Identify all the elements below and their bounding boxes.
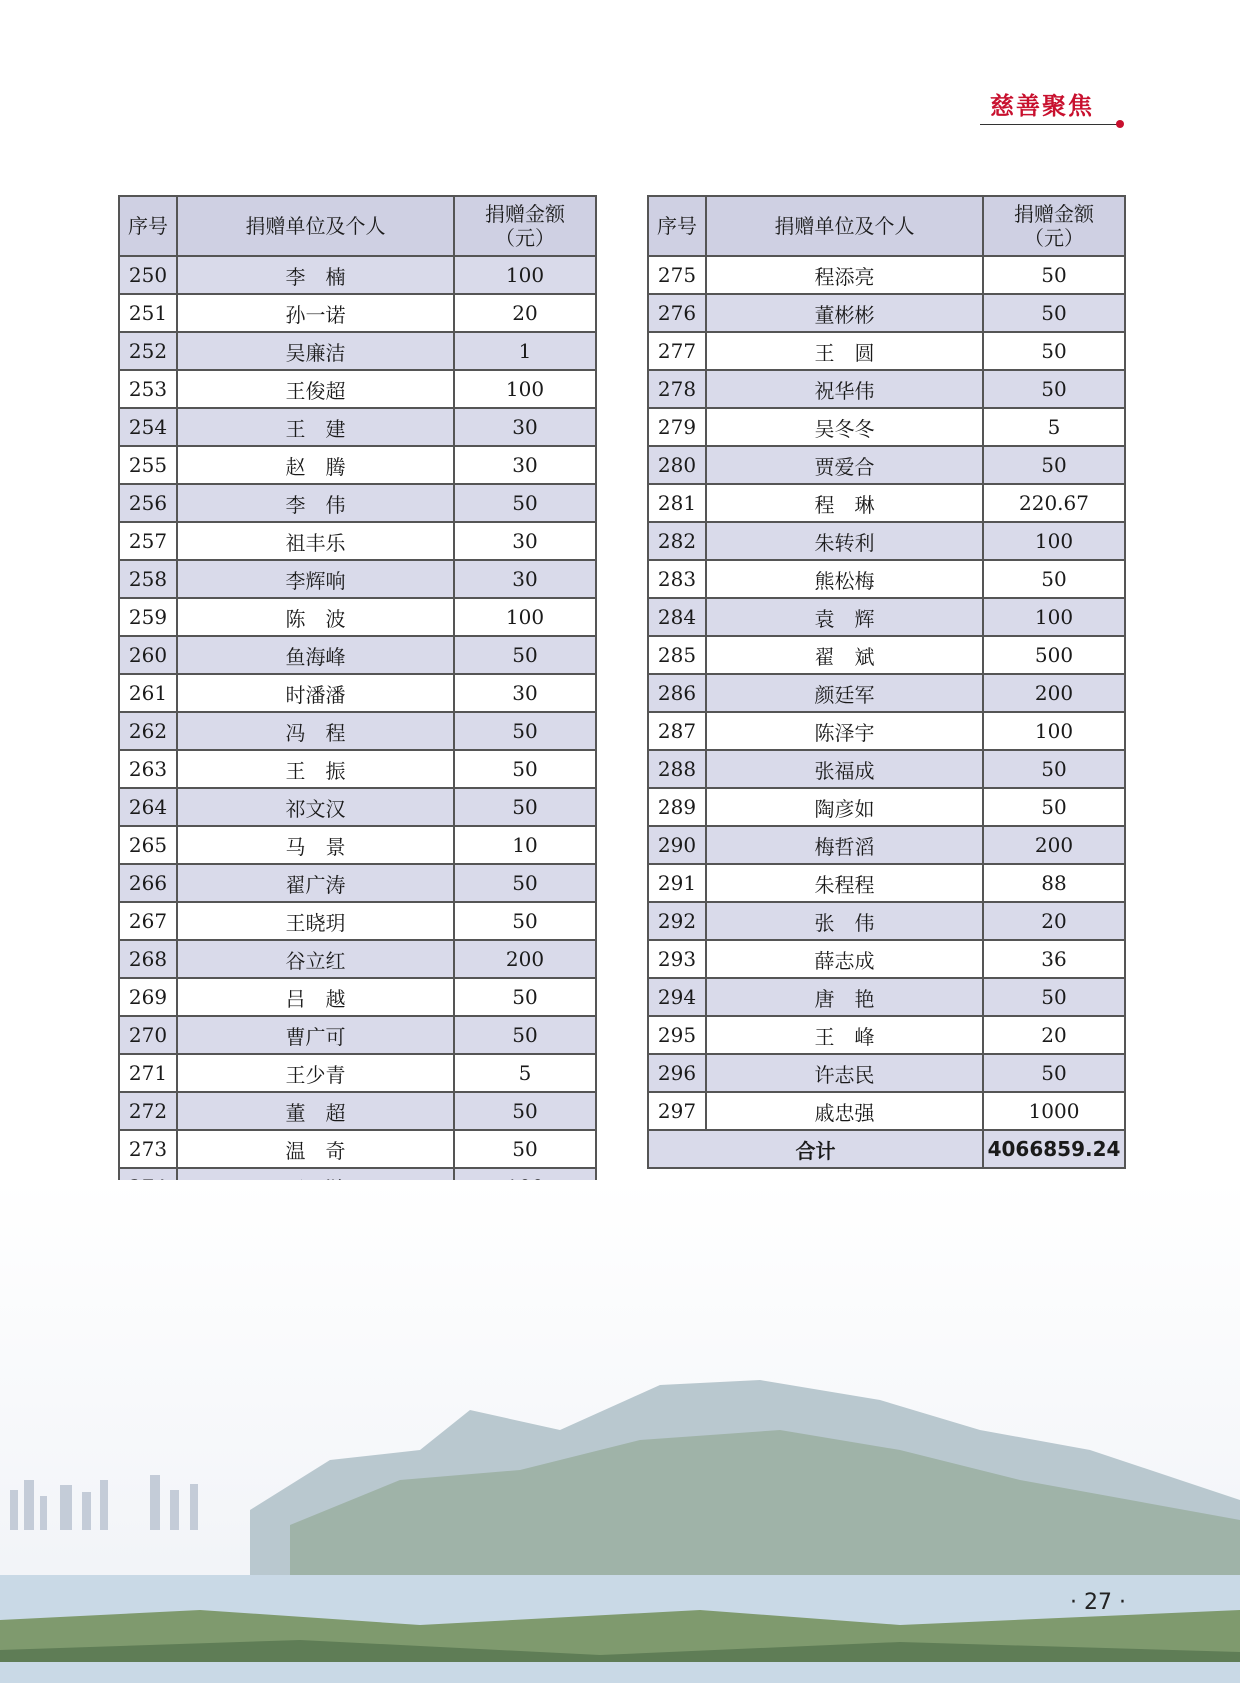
- table-row: [648, 598, 1125, 636]
- donor-name: 赵 腾: [177, 446, 454, 484]
- donation-amount: 50: [454, 1092, 596, 1130]
- row-number: 276: [648, 294, 706, 332]
- table-row: [648, 788, 1125, 826]
- row-number: 290: [648, 826, 706, 864]
- row-number: 278: [648, 370, 706, 408]
- donor-name: 张 伟: [706, 902, 983, 940]
- table-row: [648, 256, 1125, 294]
- donation-amount: 5: [454, 1054, 596, 1092]
- row-number: 275: [648, 256, 706, 294]
- donation-amount: 50: [983, 256, 1125, 294]
- total-row: [648, 1130, 1125, 1168]
- donor-name: 祁文汉: [177, 788, 454, 826]
- donor-name: 王 建: [177, 408, 454, 446]
- donation-amount: 30: [454, 446, 596, 484]
- table-row: [119, 256, 596, 294]
- donor-name: 王 峰: [706, 1016, 983, 1054]
- row-number: 259: [119, 598, 177, 636]
- row-number: 282: [648, 522, 706, 560]
- table-row: [648, 636, 1125, 674]
- row-number: 279: [648, 408, 706, 446]
- total-value: 4066859.24: [983, 1130, 1125, 1168]
- table-row: [119, 978, 596, 1016]
- table-row: [119, 902, 596, 940]
- table-row: [648, 712, 1125, 750]
- donation-amount: 30: [454, 560, 596, 598]
- donor-name: 陈泽宇: [706, 712, 983, 750]
- row-number: 271: [119, 1054, 177, 1092]
- table-row: [119, 598, 596, 636]
- table-row: [119, 522, 596, 560]
- table-row: [119, 1092, 596, 1130]
- table-row: [119, 1054, 596, 1092]
- table-row: [648, 978, 1125, 1016]
- donor-name: 孙一诺: [177, 294, 454, 332]
- row-number: 287: [648, 712, 706, 750]
- row-number: 295: [648, 1016, 706, 1054]
- donor-name: 曹广可: [177, 1016, 454, 1054]
- row-number: 281: [648, 484, 706, 522]
- donor-name: 唐 艳: [706, 978, 983, 1016]
- donor-name: 祖丰乐: [177, 522, 454, 560]
- row-number: 288: [648, 750, 706, 788]
- donor-name: 董彬彬: [706, 294, 983, 332]
- donor-name: 颜廷军: [706, 674, 983, 712]
- table-row: [119, 1016, 596, 1054]
- row-number: 289: [648, 788, 706, 826]
- table-row: [119, 560, 596, 598]
- table-row: [119, 370, 596, 408]
- donation-amount: 100: [983, 712, 1125, 750]
- donor-name: 鱼海峰: [177, 636, 454, 674]
- donation-amount: 200: [454, 940, 596, 978]
- table-row: [648, 940, 1125, 978]
- donation-amount: 50: [983, 788, 1125, 826]
- donor-name: 朱转利: [706, 522, 983, 560]
- header-amount-line1: 捐赠金额: [1014, 202, 1094, 226]
- donor-name: 熊松梅: [706, 560, 983, 598]
- header-amount: [983, 196, 1125, 256]
- donor-name: 程添亮: [706, 256, 983, 294]
- donor-name: 贾爱合: [706, 446, 983, 484]
- donor-name: 张福成: [706, 750, 983, 788]
- row-number: 264: [119, 788, 177, 826]
- row-number: 296: [648, 1054, 706, 1092]
- row-number: 261: [119, 674, 177, 712]
- donation-amount: 50: [983, 370, 1125, 408]
- donation-amount: 50: [454, 978, 596, 1016]
- table-row: [119, 1130, 596, 1168]
- donation-amount: 50: [983, 978, 1125, 1016]
- table-row: [648, 408, 1125, 446]
- table-row: [119, 940, 596, 978]
- donation-amount: 5: [983, 408, 1125, 446]
- donation-amount: 1: [454, 332, 596, 370]
- table-row: [119, 294, 596, 332]
- row-number: 260: [119, 636, 177, 674]
- row-number: 277: [648, 332, 706, 370]
- donor-name: 吴冬冬: [706, 408, 983, 446]
- donation-amount: 50: [983, 560, 1125, 598]
- donation-amount: 50: [983, 1054, 1125, 1092]
- row-number: 293: [648, 940, 706, 978]
- donor-name: 陈 波: [177, 598, 454, 636]
- donor-name: 许志民: [706, 1054, 983, 1092]
- section-title: 慈善聚焦: [990, 91, 1094, 120]
- header-name: 捐赠单位及个人: [177, 196, 454, 256]
- donation-amount: 50: [454, 864, 596, 902]
- donor-name: 程 琳: [706, 484, 983, 522]
- donor-name: 梅哲滔: [706, 826, 983, 864]
- row-number: 250: [119, 256, 177, 294]
- table-row: [648, 826, 1125, 864]
- donation-amount: 100: [983, 598, 1125, 636]
- row-number: 283: [648, 560, 706, 598]
- table-row: [648, 522, 1125, 560]
- donation-amount: 100: [454, 598, 596, 636]
- table-row: [648, 332, 1125, 370]
- row-number: 267: [119, 902, 177, 940]
- donation-amount: 200: [983, 674, 1125, 712]
- donor-name: 朱程程: [706, 864, 983, 902]
- donation-amount: 20: [983, 1016, 1125, 1054]
- header-no: 序号: [648, 196, 706, 256]
- row-number: 262: [119, 712, 177, 750]
- donation-amount: 50: [454, 712, 596, 750]
- donation-amount: 10: [454, 826, 596, 864]
- donation-amount: 500: [983, 636, 1125, 674]
- lakeside-landscape-illustration: [0, 1180, 1240, 1683]
- row-number: 280: [648, 446, 706, 484]
- donor-name: 李 伟: [177, 484, 454, 522]
- donor-name: 时潘潘: [177, 674, 454, 712]
- donation-amount: 200: [983, 826, 1125, 864]
- table-row: [648, 370, 1125, 408]
- table-row: [648, 294, 1125, 332]
- row-number: 256: [119, 484, 177, 522]
- donor-name: 冯 程: [177, 712, 454, 750]
- row-number: 252: [119, 332, 177, 370]
- table-row: [119, 674, 596, 712]
- donor-name: 王 圆: [706, 332, 983, 370]
- table-header-row: [648, 196, 1125, 256]
- page-number: · 27 ·: [1070, 1590, 1126, 1615]
- header-amount: [454, 196, 596, 256]
- donor-name: 薛志成: [706, 940, 983, 978]
- table-row: [648, 1054, 1125, 1092]
- row-number: 292: [648, 902, 706, 940]
- section-title-rule: [980, 124, 1120, 125]
- table-row: [648, 446, 1125, 484]
- row-number: 270: [119, 1016, 177, 1054]
- row-number: 254: [119, 408, 177, 446]
- donor-name: 李 楠: [177, 256, 454, 294]
- table-row: [119, 712, 596, 750]
- row-number: 266: [119, 864, 177, 902]
- header-amount-line1: 捐赠金额: [485, 202, 565, 226]
- donation-amount: 30: [454, 408, 596, 446]
- row-number: 273: [119, 1130, 177, 1168]
- donation-amount: 20: [983, 902, 1125, 940]
- donation-amount: 50: [454, 1016, 596, 1054]
- donor-name: 李辉响: [177, 560, 454, 598]
- donor-name: 陶彦如: [706, 788, 983, 826]
- row-number: 291: [648, 864, 706, 902]
- donation-amount: 1000: [983, 1092, 1125, 1130]
- section-title-dot: [1116, 120, 1124, 128]
- header-name: 捐赠单位及个人: [706, 196, 983, 256]
- table-row: [648, 750, 1125, 788]
- donation-amount: 50: [454, 750, 596, 788]
- row-number: 284: [648, 598, 706, 636]
- table-row: [648, 902, 1125, 940]
- table-row: [648, 1092, 1125, 1130]
- donation-amount: 50: [454, 902, 596, 940]
- table-row: [648, 674, 1125, 712]
- donation-amount: 20: [454, 294, 596, 332]
- row-number: 258: [119, 560, 177, 598]
- donor-name: 祝华伟: [706, 370, 983, 408]
- table-row: [119, 826, 596, 864]
- donor-name: 董 超: [177, 1092, 454, 1130]
- row-number: 265: [119, 826, 177, 864]
- table-row: [648, 864, 1125, 902]
- donation-amount: 50: [983, 750, 1125, 788]
- donor-name: 翟 斌: [706, 636, 983, 674]
- header-amount-line2: （元）: [1024, 226, 1084, 250]
- donation-amount: 30: [454, 522, 596, 560]
- table-row: [119, 636, 596, 674]
- table-row: [119, 864, 596, 902]
- header-amount-line2: （元）: [495, 226, 555, 250]
- donation-amount: 50: [983, 446, 1125, 484]
- table-row: [119, 750, 596, 788]
- table-row: [648, 1016, 1125, 1054]
- table-row: [119, 788, 596, 826]
- row-number: 255: [119, 446, 177, 484]
- row-number: 251: [119, 294, 177, 332]
- row-number: 297: [648, 1092, 706, 1130]
- table-row: [119, 408, 596, 446]
- table-row: [119, 484, 596, 522]
- donor-name: 王俊超: [177, 370, 454, 408]
- donation-amount: 100: [454, 370, 596, 408]
- donation-amount: 50: [454, 788, 596, 826]
- donation-amount: 50: [454, 1130, 596, 1168]
- donor-name: 王 振: [177, 750, 454, 788]
- donor-name: 温 奇: [177, 1130, 454, 1168]
- donor-name: 王晓玥: [177, 902, 454, 940]
- table-row: [648, 560, 1125, 598]
- donation-amount: 88: [983, 864, 1125, 902]
- table-row: [119, 446, 596, 484]
- donation-amount: 50: [983, 294, 1125, 332]
- donor-name: 王少青: [177, 1054, 454, 1092]
- donation-amount: 220.67: [983, 484, 1125, 522]
- donation-amount: 100: [983, 522, 1125, 560]
- row-number: 263: [119, 750, 177, 788]
- total-label: 合计: [648, 1130, 983, 1168]
- row-number: 286: [648, 674, 706, 712]
- row-number: 253: [119, 370, 177, 408]
- donor-name: 翟广涛: [177, 864, 454, 902]
- donation-amount: 36: [983, 940, 1125, 978]
- row-number: 268: [119, 940, 177, 978]
- row-number: 294: [648, 978, 706, 1016]
- table-header-row: [119, 196, 596, 256]
- donation-amount: 30: [454, 674, 596, 712]
- donation-table-left: [118, 195, 597, 1207]
- donor-name: 戚忠强: [706, 1092, 983, 1130]
- row-number: 257: [119, 522, 177, 560]
- donation-table-right: [647, 195, 1126, 1169]
- donor-name: 吴廉洁: [177, 332, 454, 370]
- row-number: 272: [119, 1092, 177, 1130]
- donation-amount: 50: [454, 484, 596, 522]
- row-number: 285: [648, 636, 706, 674]
- donor-name: 袁 辉: [706, 598, 983, 636]
- donor-name: 马 景: [177, 826, 454, 864]
- donation-amount: 50: [983, 332, 1125, 370]
- donation-amount: 50: [454, 636, 596, 674]
- table-row: [119, 332, 596, 370]
- donor-name: 谷立红: [177, 940, 454, 978]
- row-number: 269: [119, 978, 177, 1016]
- donation-amount: 100: [454, 256, 596, 294]
- donor-name: 吕 越: [177, 978, 454, 1016]
- header-no: 序号: [119, 196, 177, 256]
- table-row: [648, 484, 1125, 522]
